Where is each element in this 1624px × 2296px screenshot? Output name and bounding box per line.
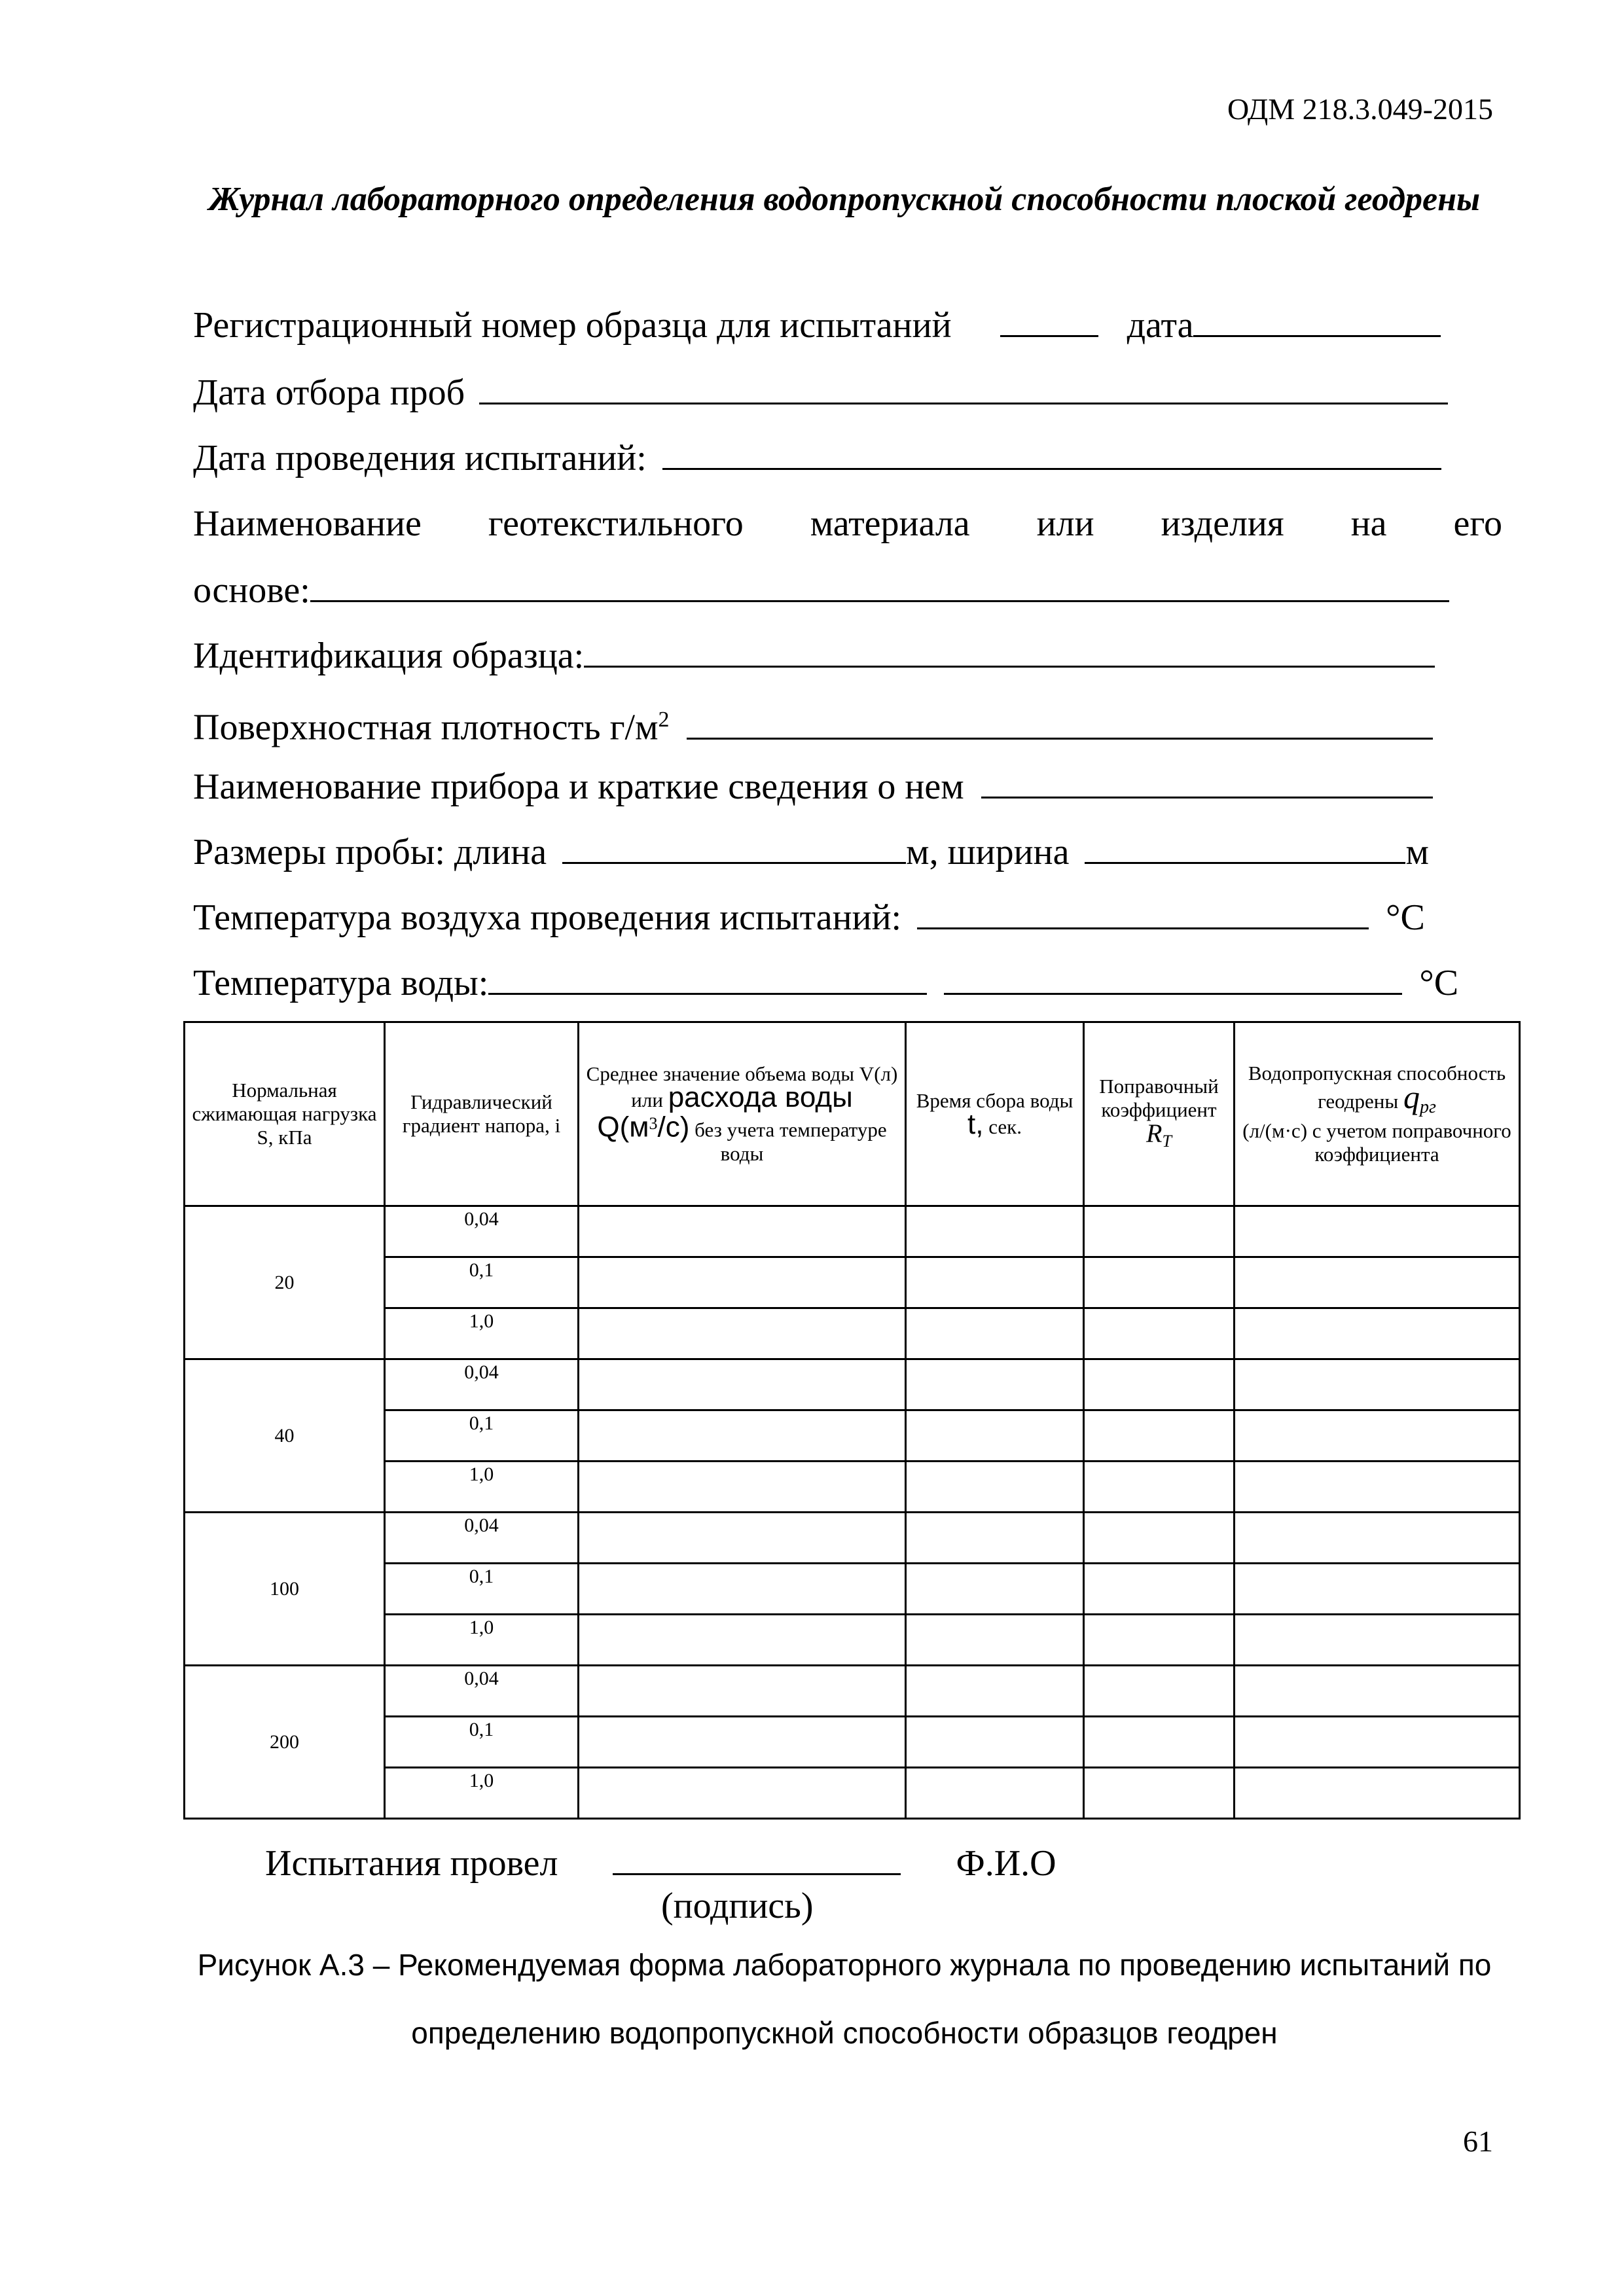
header-time-line1: Время сбора воды [916, 1089, 1074, 1112]
date-label: дата [1127, 305, 1194, 346]
load-cell: 20 [185, 1206, 385, 1359]
volume-cell[interactable] [579, 1768, 906, 1819]
device-blank[interactable] [981, 762, 1433, 798]
sample-id-blank[interactable] [584, 632, 1435, 668]
gradient-cell: 0,04 [385, 1513, 579, 1564]
volume-cell[interactable] [579, 1410, 906, 1462]
coef-cell[interactable] [1084, 1666, 1235, 1717]
time-cell[interactable] [906, 1462, 1084, 1513]
volume-cell[interactable] [579, 1564, 906, 1615]
header-volume-q-end: /с) [657, 1111, 690, 1143]
sample-size-row [193, 828, 1429, 875]
load-cell: 100 [185, 1513, 385, 1666]
header-coef-sub: T [1162, 1132, 1172, 1151]
sample-id-row [193, 632, 1435, 679]
celsius-unit: °С [1386, 897, 1425, 938]
time-cell[interactable] [906, 1768, 1084, 1819]
table-row [185, 1359, 1520, 1410]
header-volume-flow: расхода воды [668, 1081, 853, 1114]
width-label: м, ширина [906, 832, 1070, 872]
material-word: на [1350, 503, 1387, 544]
material-cont-row [193, 566, 1449, 613]
coef-cell[interactable] [1084, 1359, 1235, 1410]
time-cell[interactable] [906, 1513, 1084, 1564]
gradient-cell: 0,04 [385, 1206, 579, 1257]
table-row [185, 1768, 1520, 1819]
material-blank[interactable] [310, 566, 1449, 602]
surface-density-blank[interactable] [687, 704, 1433, 740]
header-cap-tail: (л/(м·с) с учетом поправочного коэффициента [1242, 1119, 1511, 1166]
coef-cell[interactable] [1084, 1462, 1235, 1513]
time-cell[interactable] [906, 1206, 1084, 1257]
volume-cell[interactable] [579, 1308, 906, 1359]
capacity-cell[interactable] [1235, 1513, 1520, 1564]
date-blank[interactable] [1193, 301, 1441, 337]
table-row [185, 1615, 1520, 1666]
time-cell[interactable] [906, 1257, 1084, 1308]
material-word: его [1453, 503, 1502, 544]
gradient-cell: 0,04 [385, 1359, 579, 1410]
header-cap-sub: pг [1419, 1097, 1436, 1118]
header-coef-symbol: R [1146, 1118, 1163, 1148]
header-volume-tail: без учета температуре воды [695, 1118, 887, 1165]
table-row [185, 1462, 1520, 1513]
time-cell[interactable] [906, 1410, 1084, 1462]
material-word: геотекстильного [488, 503, 744, 544]
tested-by-label: Испытания провел [265, 1843, 558, 1884]
table-row [185, 1410, 1520, 1462]
capacity-cell[interactable] [1235, 1206, 1520, 1257]
reg-number-label: Регистрационный номер образца для испытаний [193, 305, 952, 346]
sampling-date-blank[interactable] [479, 368, 1448, 404]
surface-density-label: Поверхностная плотность г/м [193, 707, 659, 748]
celsius-unit: °С [1419, 963, 1459, 1003]
surface-density-sup: 2 [658, 708, 670, 732]
volume-cell[interactable] [579, 1717, 906, 1768]
signature-row [265, 1839, 1056, 1886]
time-cell[interactable] [906, 1564, 1084, 1615]
volume-cell[interactable] [579, 1359, 906, 1410]
gradient-cell: 0,1 [385, 1564, 579, 1615]
header-load: Нормальная сжимающая нагрузка S, кПа [185, 1022, 385, 1206]
header-cap-line1: Водопропускная способность [1248, 1061, 1506, 1085]
gradient-cell: 1,0 [385, 1462, 579, 1513]
header-cap-geodrain: геодрены [1318, 1089, 1399, 1113]
capacity-cell[interactable] [1235, 1359, 1520, 1410]
test-date-row [193, 434, 1441, 481]
table-row [185, 1308, 1520, 1359]
capacity-cell[interactable] [1235, 1410, 1520, 1462]
volume-cell[interactable] [579, 1206, 906, 1257]
lab-journal-table [183, 1021, 1521, 1820]
sampling-date-label: Дата отбора проб [193, 372, 465, 413]
sampling-date-row [193, 368, 1448, 416]
water-temp-blank-1[interactable] [488, 959, 927, 995]
volume-cell[interactable] [579, 1462, 906, 1513]
table-row [185, 1717, 1520, 1768]
capacity-cell[interactable] [1235, 1768, 1520, 1819]
header-gradient: Гидравлический градиент напора, i [385, 1022, 579, 1206]
page-number: 61 [1463, 2125, 1493, 2158]
coef-cell[interactable] [1084, 1308, 1235, 1359]
material-word: материала [810, 503, 970, 544]
header-time-unit: сек. [988, 1115, 1022, 1138]
reg-number-row [193, 301, 1441, 348]
table-row [185, 1666, 1520, 1717]
length-blank[interactable] [562, 828, 906, 864]
material-name-row [193, 501, 1502, 547]
table-row [185, 1257, 1520, 1308]
time-cell[interactable] [906, 1666, 1084, 1717]
material-word: изделия [1161, 503, 1284, 544]
volume-cell[interactable] [579, 1666, 906, 1717]
page-title: Журнал лабораторного определения водопропускной способности плоской геодрены [208, 181, 1481, 218]
header-volume-q-sup: 3 [649, 1114, 658, 1134]
time-cell[interactable] [906, 1615, 1084, 1666]
width-blank[interactable] [1085, 828, 1405, 864]
coef-cell[interactable] [1084, 1564, 1235, 1615]
material-cont-label: основе: [193, 570, 310, 611]
table-row [185, 1206, 1520, 1257]
table-header-row [185, 1022, 1520, 1206]
capacity-cell[interactable] [1235, 1717, 1520, 1768]
figure-caption: Рисунок А.3 – Рекомендуемая форма лабораторного журнала по проведению испытаний по определению водопропускной способности образцов геодрен [197, 1948, 1492, 2050]
gradient-cell: 1,0 [385, 1615, 579, 1666]
air-temp-blank[interactable] [917, 893, 1369, 929]
header-coef [1084, 1022, 1235, 1206]
gradient-cell: 0,1 [385, 1257, 579, 1308]
fio-label: Ф.И.О [956, 1843, 1056, 1884]
load-cell: 200 [185, 1666, 385, 1819]
load-cell: 40 [185, 1359, 385, 1513]
gradient-cell: 0,1 [385, 1717, 579, 1768]
coef-cell[interactable] [1084, 1513, 1235, 1564]
header-coef-line1: Поправочный коэффициент [1099, 1074, 1219, 1121]
reg-number-blank[interactable] [1000, 301, 1098, 337]
coef-cell[interactable] [1084, 1257, 1235, 1308]
header-volume-line1: Среднее значение объема воды V(л) [586, 1062, 898, 1086]
meter-unit: м [1405, 832, 1429, 872]
device-row [193, 762, 1433, 810]
gradient-cell: 1,0 [385, 1768, 579, 1819]
capacity-cell[interactable] [1235, 1564, 1520, 1615]
document-code: ОДМ 218.3.049-2015 [1227, 92, 1493, 126]
water-temp-row [193, 959, 1458, 1006]
surface-density-row [193, 697, 1433, 751]
header-volume-or: или [631, 1088, 663, 1112]
gradient-cell: 1,0 [385, 1308, 579, 1359]
coef-cell[interactable] [1084, 1768, 1235, 1819]
header-time [906, 1022, 1084, 1206]
header-volume-q: Q(м [597, 1111, 649, 1143]
header-time-t: t, [967, 1108, 984, 1140]
test-date-label: Дата проведения испытаний: [193, 438, 647, 478]
test-date-blank[interactable] [662, 434, 1441, 470]
header-capacity [1235, 1022, 1520, 1206]
volume-cell[interactable] [579, 1513, 906, 1564]
capacity-cell[interactable] [1235, 1666, 1520, 1717]
air-temp-label: Температура воздуха проведения испытаний: [193, 897, 902, 938]
capacity-cell[interactable] [1235, 1257, 1520, 1308]
volume-cell[interactable] [579, 1615, 906, 1666]
capacity-cell[interactable] [1235, 1308, 1520, 1359]
gradient-cell: 0,04 [385, 1666, 579, 1717]
sample-id-label: Идентификация образца: [193, 636, 585, 676]
header-cap-symbol: q [1403, 1078, 1420, 1115]
capacity-cell[interactable] [1235, 1615, 1520, 1666]
table-row [185, 1564, 1520, 1615]
table-row [185, 1513, 1520, 1564]
water-temp-label: Температура воды: [193, 963, 489, 1003]
time-cell[interactable] [906, 1308, 1084, 1359]
signature-blank[interactable] [613, 1839, 901, 1875]
header-volume [579, 1022, 906, 1206]
time-cell[interactable] [906, 1717, 1084, 1768]
time-cell[interactable] [906, 1359, 1084, 1410]
gradient-cell: 0,1 [385, 1410, 579, 1462]
coef-cell[interactable] [1084, 1717, 1235, 1768]
coef-cell[interactable] [1084, 1206, 1235, 1257]
material-word: или [1036, 503, 1094, 544]
water-temp-blank-2[interactable] [944, 959, 1402, 995]
capacity-cell[interactable] [1235, 1462, 1520, 1513]
volume-cell[interactable] [579, 1257, 906, 1308]
sample-size-label: Размеры пробы: длина [193, 832, 547, 872]
signature-hint: (подпись) [661, 1886, 814, 1926]
device-label: Наименование прибора и краткие сведения о нем [193, 766, 964, 807]
coef-cell[interactable] [1084, 1410, 1235, 1462]
material-word: Наименование [193, 503, 422, 544]
air-temp-row [193, 893, 1425, 941]
coef-cell[interactable] [1084, 1615, 1235, 1666]
